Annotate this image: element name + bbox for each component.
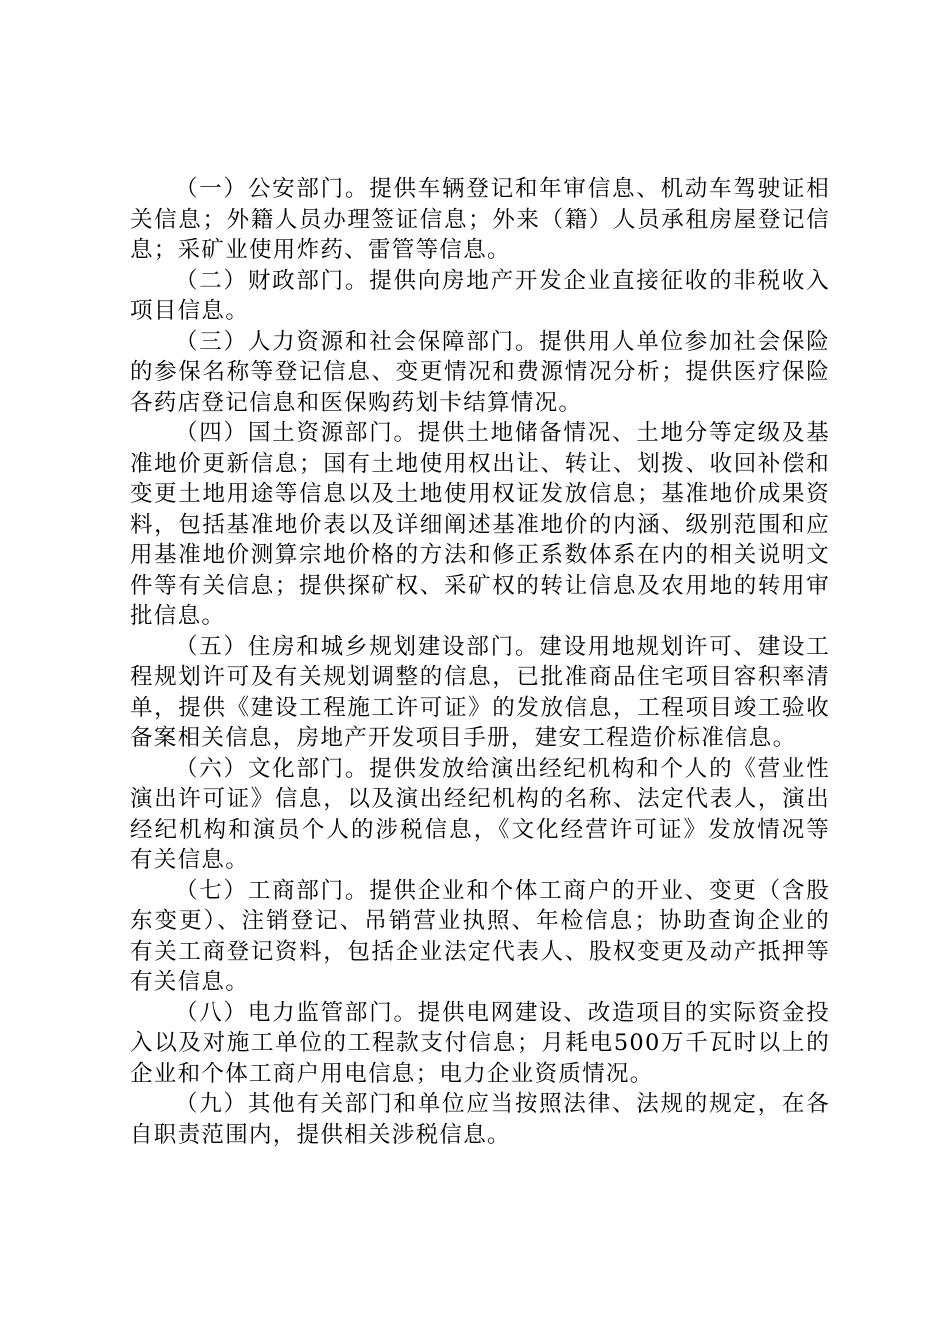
paragraph-power-regulation: （八）电力监管部门。提供电网建设、改造项目的实际资金投入以及对施工单位的工程款支付信息；月耗电500万千瓦时以上的企业和个体工商户用电信息；电力企业资质情况。 bbox=[130, 999, 830, 1087]
paragraph-finance: （二）财政部门。提供向房地产开发企业直接征收的非税收入项目信息。 bbox=[130, 267, 830, 324]
paragraph-housing-planning: （五）住房和城乡规划建设部门。建设用地规划许可、建设工程规划许可及有关规划调整的信息，已批准商品住宅项目容积率清单，提供《建设工程施工许可证》的发放信息，工程项目竣工验收备案相关信息，房地产开发项目手册，建安工程造价标准信息。 bbox=[130, 633, 830, 751]
paragraph-public-security: （一）公安部门。提供车辆登记和年审信息、机动车驾驶证相关信息；外籍人员办理签证信息；外来（籍）人员承租房屋登记信息；采矿业使用炸药、雷管等信息。 bbox=[130, 176, 830, 263]
paragraph-human-resources: （三）人力资源和社会保障部门。提供用人单位参加社会保险的参保名称等登记信息、变更情况和费源情况分析；提供医疗保险各药店登记信息和医保购药划卡结算情况。 bbox=[130, 328, 830, 416]
document-body bbox=[130, 174, 830, 1150]
paragraph-industry-commerce: （七）工商部门。提供企业和个体工商户的开业、变更（含股东变更）、注销登记、吊销营业执照、年检信息；协助查询企业的有关工商登记资料，包括企业法定代表人、股权变更及动产抵押等有关信息。 bbox=[130, 877, 830, 995]
paragraph-land-resources: （四）国土资源部门。提供土地储备情况、土地分等定级及基准地价更新信息；国有土地使用权出让、转让、划拨、收回补偿和变更土地用途等信息以及土地使用权证发放信息；基准地价成果资料，包括基准地价表以及详细阐述基准地价的内涵、级别范围和应用基准地价测算宗地价格的方法和修正系数体系在内的相关说明文件等有关信息；提供探矿权、采矿权的转让信息及农用地的转用审批信息。 bbox=[130, 420, 830, 629]
paragraph-culture: （六）文化部门。提供发放给演出经纪机构和个人的《营业性演出许可证》信息，以及演出经纪机构的名称、法定代表人，演出经纪机构和演员个人的涉税信息，《文化经营许可证》发放情况等有关信息。 bbox=[130, 755, 830, 873]
paragraph-other-departments: （九）其他有关部门和单位应当按照法律、法规的规定，在各自职责范围内，提供相关涉税信息。 bbox=[130, 1091, 830, 1148]
